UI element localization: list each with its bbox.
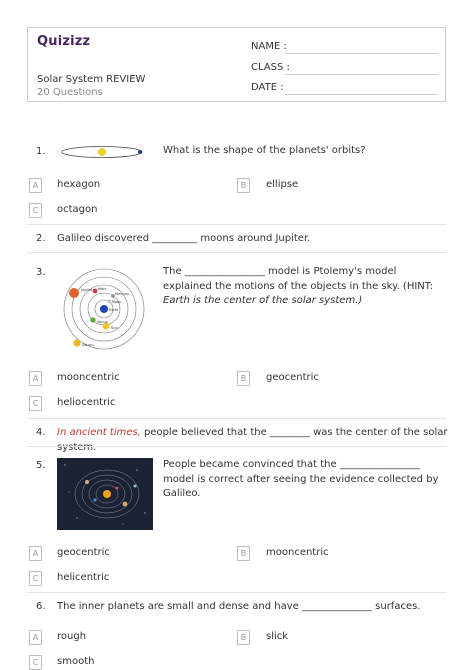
question-count: 20 Questions — [37, 87, 103, 98]
diagram-label: Earth — [109, 308, 119, 312]
question-text — [57, 426, 474, 455]
choice-letter[interactable]: A — [29, 546, 42, 561]
diagram-label: Jupiter — [81, 288, 93, 292]
choice-letter[interactable]: B — [237, 371, 250, 386]
worksheet-header — [27, 27, 446, 102]
choice-text[interactable]: mooncentric — [266, 547, 329, 558]
saturn-planet — [73, 339, 80, 346]
choice-letter[interactable]: A — [29, 630, 42, 645]
planet — [85, 480, 89, 484]
choice-text[interactable]: slick — [266, 631, 289, 642]
diagram-label: Moon — [112, 300, 122, 304]
question-text: People became convinced that the ________________ model is correct after seeing the evidence collected by Galileo. — [163, 459, 439, 499]
geocentric-model-diagram — [57, 267, 155, 353]
planet — [134, 485, 137, 488]
orbit-ellipse-image — [60, 144, 146, 160]
star — [136, 469, 137, 470]
name-line[interactable] — [285, 53, 438, 54]
separator — [27, 592, 446, 593]
planet-dot — [138, 150, 142, 154]
question-text: The inner planets are small and dense and have ______________ surfaces. — [57, 601, 421, 612]
planet — [116, 487, 119, 490]
star — [123, 524, 124, 525]
choice-text[interactable]: octagon — [57, 204, 98, 215]
choice-text[interactable]: geocentric — [57, 547, 110, 558]
solar-system-image — [57, 458, 153, 530]
choice-letter[interactable]: C — [29, 655, 42, 670]
diagram-label: Venus — [97, 320, 108, 324]
diagram-label: Mercury — [115, 292, 130, 296]
choice-text[interactable]: hexagon — [57, 179, 101, 190]
star — [144, 512, 145, 513]
question-text — [163, 265, 448, 309]
quizizz-logo: Quizizz — [37, 34, 91, 49]
choice-letter[interactable]: C — [29, 203, 42, 218]
sun-dot — [98, 148, 105, 155]
question-text-hint: Earth is the center of the solar system.) — [163, 295, 363, 306]
question-number: 3. — [36, 267, 46, 278]
star — [69, 492, 70, 493]
date-label: DATE : — [251, 82, 284, 93]
choice-text[interactable]: ellipse — [266, 179, 299, 190]
separator — [27, 252, 446, 253]
name-label: NAME : — [251, 41, 287, 52]
choice-text[interactable]: helicentric — [57, 572, 110, 583]
jupiter-planet — [69, 288, 79, 298]
separator — [27, 418, 446, 419]
choice-text[interactable]: smooth — [57, 656, 95, 667]
planet — [93, 498, 96, 501]
star — [64, 464, 65, 465]
mars-planet — [93, 289, 98, 294]
choice-letter[interactable]: C — [29, 571, 42, 586]
question-number: 4. — [36, 427, 46, 438]
worksheet-title: Solar System REVIEW — [37, 74, 146, 85]
question-text: What is the shape of the planets' orbits? — [163, 145, 366, 156]
earth-planet — [100, 305, 108, 313]
separator — [27, 446, 446, 447]
diagram-label: Saturn — [82, 343, 94, 347]
class-label: CLASS : — [251, 62, 290, 73]
choice-letter[interactable]: A — [29, 178, 42, 193]
question-number: 5. — [36, 460, 46, 471]
choice-text[interactable]: geocentric — [266, 372, 319, 383]
question-text-rest: people believed that the ________ was the center of the solar system. — [57, 427, 448, 453]
question-number: 1. — [36, 146, 46, 157]
choice-text[interactable]: heliocentric — [57, 397, 116, 408]
choice-text[interactable]: rough — [57, 631, 87, 642]
question-number: 6. — [36, 601, 46, 612]
separator — [27, 224, 446, 225]
question-number: 2. — [36, 233, 46, 244]
highlighted-text: In ancient times, — [57, 427, 141, 438]
choice-text[interactable]: mooncentric — [57, 372, 120, 383]
choice-letter[interactable]: C — [29, 396, 42, 411]
diagram-label: Sun — [111, 326, 118, 330]
choice-letter[interactable]: B — [237, 630, 250, 645]
date-line[interactable] — [285, 94, 438, 95]
planet — [123, 502, 128, 507]
sun — [103, 490, 111, 498]
moon-planet — [107, 299, 110, 302]
diagram-label: Mars — [98, 287, 107, 291]
choice-letter[interactable]: A — [29, 371, 42, 386]
venus-planet — [90, 317, 95, 322]
star — [76, 517, 77, 518]
choice-letter[interactable]: B — [237, 178, 250, 193]
choice-letter[interactable]: B — [237, 546, 250, 561]
question-text: Galileo discovered _________ moons around Jupiter. — [57, 233, 311, 244]
class-line[interactable] — [285, 74, 438, 75]
question-text-main: The ________________ model is Ptolemy's model explained the motions of the objects in the sky. (HINT: — [163, 266, 434, 292]
